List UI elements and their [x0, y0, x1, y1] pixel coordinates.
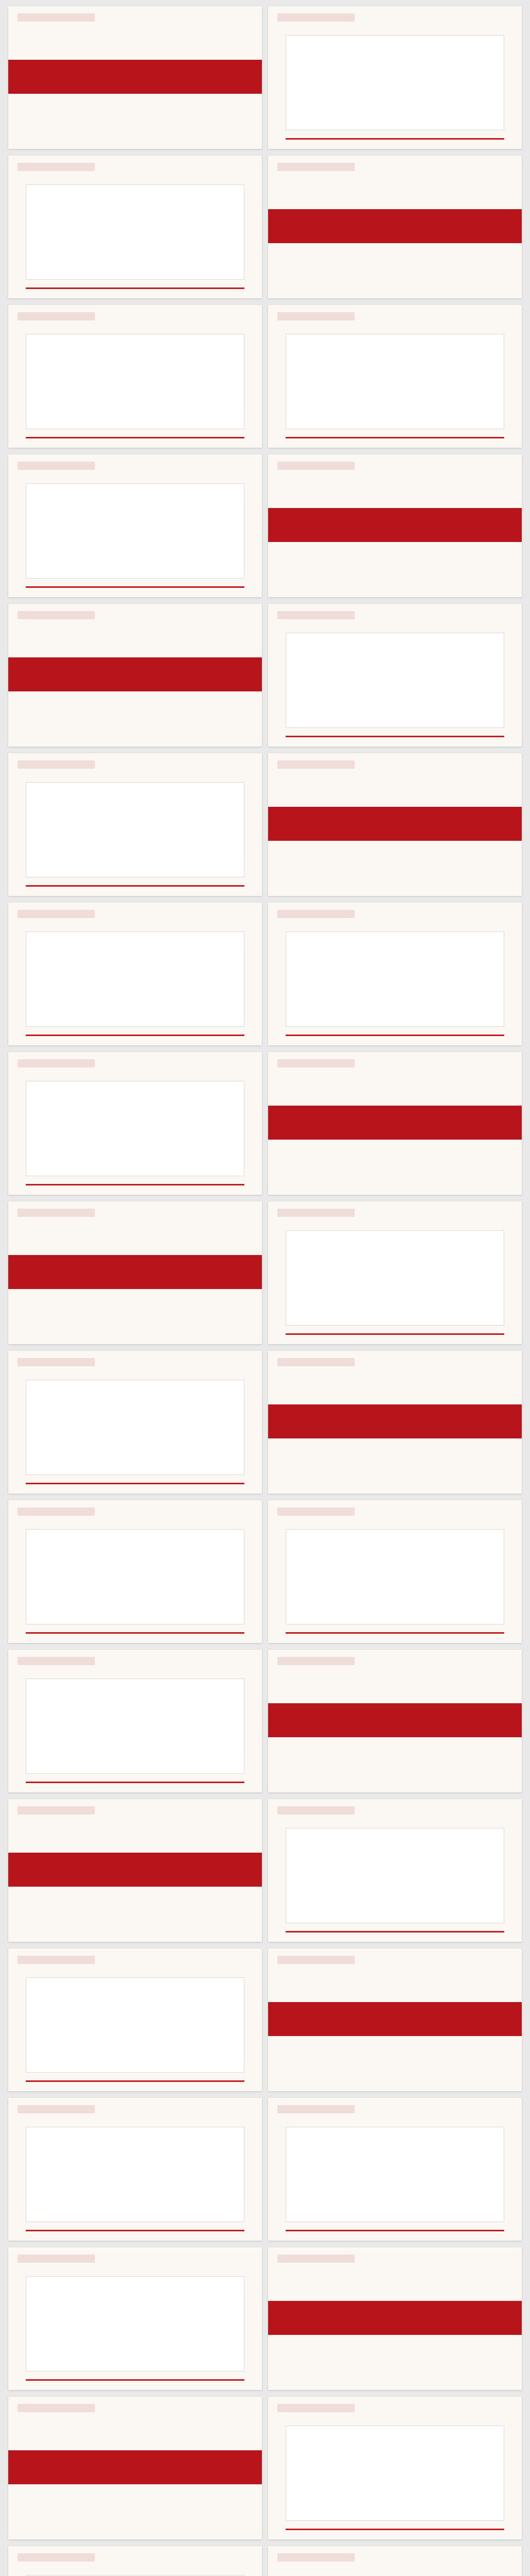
- slide-11: [8, 753, 262, 896]
- slide-bar: [277, 2255, 355, 2263]
- slide-panel: [286, 2127, 504, 2222]
- slide-rule: [26, 586, 244, 588]
- slide-panel: [286, 1828, 504, 1923]
- slide-bar: [18, 910, 95, 918]
- slide-31: [8, 2247, 262, 2390]
- slide-bar: [277, 462, 355, 470]
- slide-panel: [286, 931, 504, 1027]
- slide-15: [8, 1052, 262, 1195]
- slide-band: [8, 1853, 262, 1887]
- slide-band: [8, 1255, 262, 1289]
- slide-34: [268, 2397, 522, 2539]
- slide-panel: [286, 1230, 504, 1326]
- slide-18: [268, 1201, 522, 1344]
- slide-19: [8, 1351, 262, 1494]
- slide-rule: [26, 1035, 244, 1036]
- slide-rule: [26, 437, 244, 438]
- slide-bar: [277, 760, 355, 769]
- slide-bar: [277, 2404, 355, 2412]
- slide-panel: [26, 1679, 244, 1774]
- slide-rule: [286, 1333, 504, 1335]
- slide-grid: [8, 6, 522, 2576]
- slide-bar: [18, 611, 95, 619]
- slide-bar: [277, 611, 355, 619]
- slide-panel: [286, 633, 504, 728]
- slide-2: [268, 6, 522, 149]
- slide-9: [8, 604, 262, 747]
- slide-bar: [18, 2105, 95, 2113]
- slide-band: [268, 807, 522, 841]
- slide-6: [268, 305, 522, 448]
- slide-32: [268, 2247, 522, 2390]
- slide-band: [8, 60, 262, 94]
- slide-35: [8, 2546, 262, 2576]
- slide-bar: [277, 163, 355, 171]
- slide-bar: [18, 13, 95, 22]
- slide-panel: [26, 2127, 244, 2222]
- slide-band: [268, 209, 522, 243]
- slide-24: [268, 1650, 522, 1792]
- slide-panel: [26, 184, 244, 280]
- slide-bar: [277, 1358, 355, 1366]
- slide-rule: [26, 1483, 244, 1484]
- slide-bar: [277, 1059, 355, 1067]
- slide-rule: [286, 2230, 504, 2231]
- slide-14: [268, 903, 522, 1045]
- slide-panel: [26, 1380, 244, 1475]
- slide-panel: [286, 1529, 504, 1624]
- slide-5: [8, 305, 262, 448]
- slide-20: [268, 1351, 522, 1494]
- slide-33: [8, 2397, 262, 2539]
- slide-bar: [18, 312, 95, 320]
- slide-16: [268, 1052, 522, 1195]
- slide-3: [8, 156, 262, 298]
- slide-rule: [26, 2080, 244, 2082]
- slide-28: [268, 1948, 522, 2091]
- slide-1: [8, 6, 262, 149]
- slide-26: [268, 1799, 522, 1942]
- slide-8: [268, 454, 522, 597]
- slide-panel: [286, 2426, 504, 2521]
- slide-panel: [26, 483, 244, 579]
- slide-36: [268, 2546, 522, 2576]
- slide-rule: [286, 1931, 504, 1933]
- slide-bar: [18, 1059, 95, 1067]
- slide-bar: [277, 1507, 355, 1516]
- slide-bar: [18, 462, 95, 470]
- slide-bar: [277, 1657, 355, 1665]
- slide-rule: [286, 437, 504, 438]
- slide-bar: [277, 2105, 355, 2113]
- slide-bar: [18, 1507, 95, 1516]
- slide-panel: [286, 35, 504, 130]
- slide-25: [8, 1799, 262, 1942]
- slide-panel: [286, 334, 504, 429]
- slide-22: [268, 1500, 522, 1643]
- slide-rule: [26, 885, 244, 887]
- slide-bar: [18, 1209, 95, 1217]
- slide-17: [8, 1201, 262, 1344]
- slide-bar: [18, 2553, 95, 2562]
- slide-bar: [277, 312, 355, 320]
- slide-bar: [18, 1806, 95, 1815]
- slide-bar: [18, 1956, 95, 1964]
- slide-rule: [26, 1184, 244, 1185]
- slide-bar: [18, 1657, 95, 1665]
- slide-panel: [26, 931, 244, 1027]
- slide-7: [8, 454, 262, 597]
- slide-rule: [286, 138, 504, 140]
- slide-12: [268, 753, 522, 896]
- slide-band: [268, 2301, 522, 2335]
- slide-band: [8, 657, 262, 691]
- slide-panel: [26, 1529, 244, 1624]
- slide-bar: [277, 910, 355, 918]
- slide-panel: [26, 1081, 244, 1176]
- slide-bar: [18, 2404, 95, 2412]
- slide-rule: [286, 1632, 504, 1634]
- slide-23: [8, 1650, 262, 1792]
- slide-10: [268, 604, 522, 747]
- slide-band: [268, 1404, 522, 1438]
- slide-rule: [26, 1632, 244, 1634]
- slide-30: [268, 2098, 522, 2241]
- slide-27: [8, 1948, 262, 2091]
- slide-rule: [26, 2379, 244, 2381]
- slide-band: [268, 1106, 522, 1140]
- slide-panel: [26, 1977, 244, 2073]
- slide-bar: [18, 760, 95, 769]
- slide-band: [268, 508, 522, 542]
- slide-panel: [26, 782, 244, 877]
- slide-panel: [26, 2276, 244, 2371]
- slide-rule: [26, 1782, 244, 1783]
- slide-rule: [26, 287, 244, 289]
- slide-bar: [18, 163, 95, 171]
- slide-13: [8, 903, 262, 1045]
- slide-bar: [277, 1209, 355, 1217]
- slide-rule: [286, 1035, 504, 1036]
- slide-band: [268, 2002, 522, 2036]
- slide-band: [8, 2450, 262, 2484]
- slide-29: [8, 2098, 262, 2241]
- slide-bar: [277, 2553, 355, 2562]
- slide-rule: [286, 736, 504, 737]
- slide-bar: [277, 1956, 355, 1964]
- slide-21: [8, 1500, 262, 1643]
- slide-4: [268, 156, 522, 298]
- slide-bar: [277, 1806, 355, 1815]
- slide-bar: [277, 13, 355, 22]
- slide-rule: [26, 2230, 244, 2231]
- slide-band: [268, 1703, 522, 1737]
- slide-rule: [286, 2529, 504, 2530]
- slide-bar: [18, 2255, 95, 2263]
- slide-panel: [26, 334, 244, 429]
- slide-bar: [18, 1358, 95, 1366]
